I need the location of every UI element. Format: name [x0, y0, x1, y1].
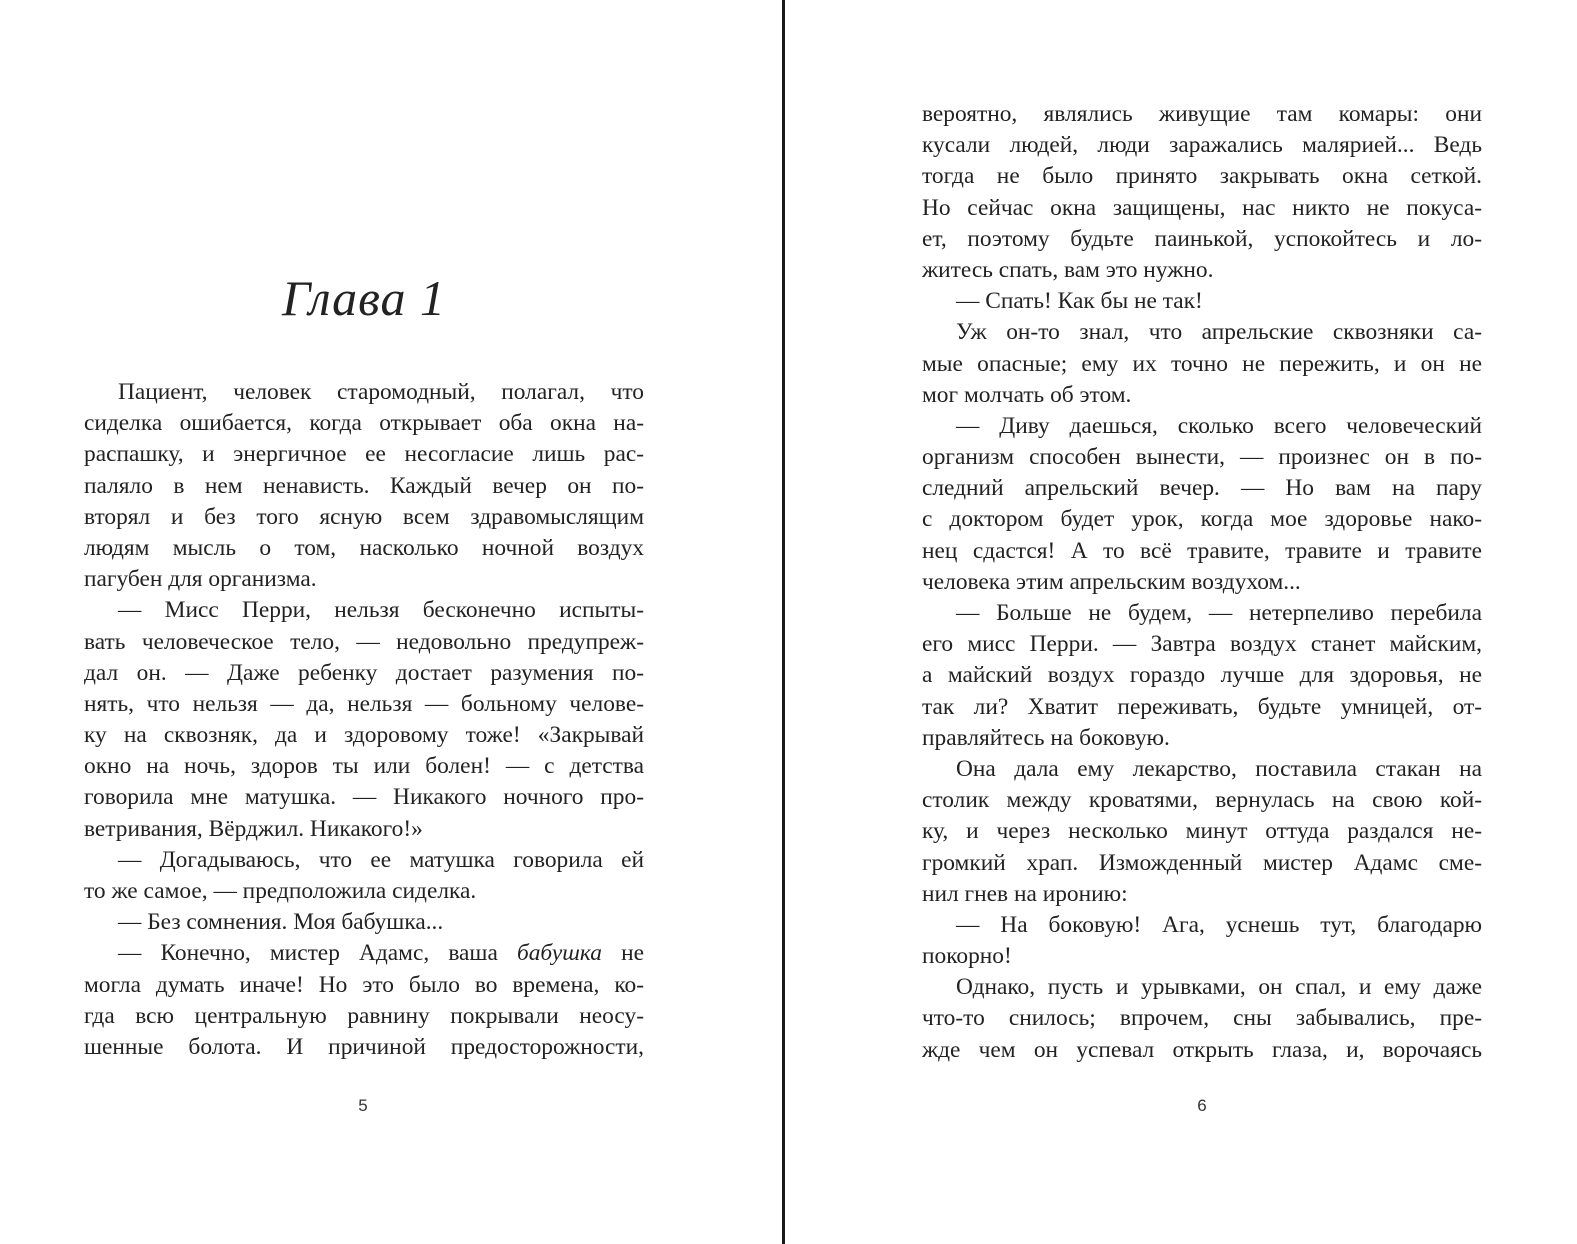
- text-line: Пациент, человек старомодный, полагал, что: [118, 379, 644, 405]
- italic-word: бабушка: [516, 940, 602, 967]
- text-line: житесь спать, вам это нужно.: [922, 256, 1214, 283]
- text-line: — Догадываюсь, что ее матушка говорила ей: [118, 846, 644, 873]
- text-line: тогда не было принято закрывать окна сеткой.: [922, 163, 1482, 190]
- text-line: столик между кроватями, вернулась на свою кой-: [922, 787, 1482, 814]
- text-line: организм способен вынести, — произнес он в по-: [922, 444, 1482, 471]
- text-line: гда всю центральную равнину покрывали неосу-: [84, 1002, 644, 1029]
- text-line: Однако, пусть и урывками, он спал, и ему даже: [956, 974, 1482, 1001]
- text-line: Она дала ему лекарство, поставила стакан на: [956, 755, 1482, 782]
- text-fragment: — Конечно, мистер Адамс, ваша: [118, 940, 498, 967]
- text-line: людям мысль о том, насколько ночной воздух: [84, 534, 644, 561]
- text-line: громкий храп. Изможденный мистер Адамс сме-: [922, 849, 1482, 876]
- right-page-text: [922, 99, 1482, 1066]
- text-line: его мисс Перри. — Завтра воздух станет майским,: [922, 631, 1482, 658]
- text-line: — Больше не будем, — нетерпеливо перебила: [956, 600, 1482, 626]
- text-line: покорно!: [922, 943, 1012, 970]
- text-line: вторял и без того ясную всем здравомыслящим: [84, 503, 644, 530]
- text-line: нец сдастся! А то всё травите, травите и травите: [922, 537, 1482, 564]
- text-line: — Диву даешься, сколько всего человеческий: [956, 412, 1482, 439]
- text-line: жде чем он успевал открыть глаза, и, ворочаясь: [922, 1036, 1482, 1063]
- text-line: шенные болота. И причиной предосторожности,: [84, 1033, 644, 1060]
- text-line: могла думать иначе! Но это было во времена, ко-: [84, 971, 644, 998]
- text-line: правляйтесь на боковую.: [922, 724, 1170, 751]
- text-line: нил гнев на иронию:: [922, 880, 1128, 907]
- text-line: — Мисс Перри, нельзя бесконечно испыты-: [118, 597, 644, 624]
- text-line: следний апрельский вечер. — Но вам на пару: [922, 475, 1482, 502]
- text-line: нять, что нельзя — да, нельзя — больному челове-: [84, 690, 644, 717]
- text-line: мог молчать об этом.: [922, 381, 1132, 408]
- text-line: — Спать! Как бы не так!: [956, 288, 1203, 315]
- text-line: — На боковую! Ага, уснешь тут, благодарю: [956, 911, 1482, 938]
- text-line: Уж он-то знал, что апрельские сквозняки са-: [956, 319, 1482, 346]
- text-line: вать человеческое тело, — недовольно предупреж-: [84, 628, 644, 655]
- left-page: [84, 0, 644, 1244]
- text-line: ку на сквозняк, да и здоровому тоже! «Закрывай: [84, 722, 644, 749]
- text-line: мые опасные; ему их точно не пережить, и он не: [922, 350, 1482, 377]
- text-line: кусали людей, люди заражались малярией... Ведь: [922, 132, 1482, 159]
- text-line: вероятно, являлись живущие там комары: они: [922, 101, 1482, 127]
- text-line: дал он. — Даже ребенку достает разумения по-: [84, 659, 644, 686]
- text-line: ку, и через несколько минут оттуда раздался не-: [922, 818, 1482, 845]
- text-line: паляло в нем ненависть. Каждый вечер он по-: [84, 472, 644, 499]
- left-page-text: [84, 377, 644, 1063]
- text-line: ет, поэтому будьте паинькой, успокойтесь и ло-: [922, 225, 1482, 252]
- page-number: 6: [1197, 1096, 1207, 1115]
- text-line: так ли? Хватит переживать, будьте умницей, от-: [922, 693, 1482, 720]
- text-line: то же самое, — предположила сиделка.: [84, 878, 477, 904]
- text-line: что-то снилось; впрочем, сны забывались, пре-: [922, 1005, 1482, 1032]
- text-line: пагубен для организма.: [84, 566, 317, 593]
- text-line: Но сейчас окна защищены, нас никто не покуса-: [922, 194, 1482, 221]
- text-line: распашку, и энергичное ее несогласие лишь рас-: [84, 441, 644, 468]
- chapter-title: Глава 1: [281, 270, 447, 326]
- text-line: ветривания, Вёрджил. Никакого!»: [84, 815, 423, 842]
- text-line: а майский воздух гораздо лучше для здоровья, не: [922, 662, 1482, 689]
- text-line-mixed: [84, 938, 644, 969]
- text-line: говорила мне матушка. — Никакого ночного про-: [84, 784, 644, 811]
- text-line: сиделка ошибается, когда открывает оба окна на-: [84, 410, 644, 437]
- text-fragment: не: [621, 940, 644, 967]
- right-page: [922, 0, 1482, 1244]
- text-line: окно на ночь, здоров ты или болен! — с детства: [84, 753, 644, 780]
- text-line: с доктором будет урок, когда мое здоровье нако-: [922, 506, 1482, 533]
- page-divider: [782, 0, 785, 1244]
- text-line: — Без сомнения. Моя бабушка...: [118, 909, 444, 936]
- page-number: 5: [358, 1096, 368, 1115]
- text-line: человека этим апрельским воздухом...: [922, 568, 1301, 595]
